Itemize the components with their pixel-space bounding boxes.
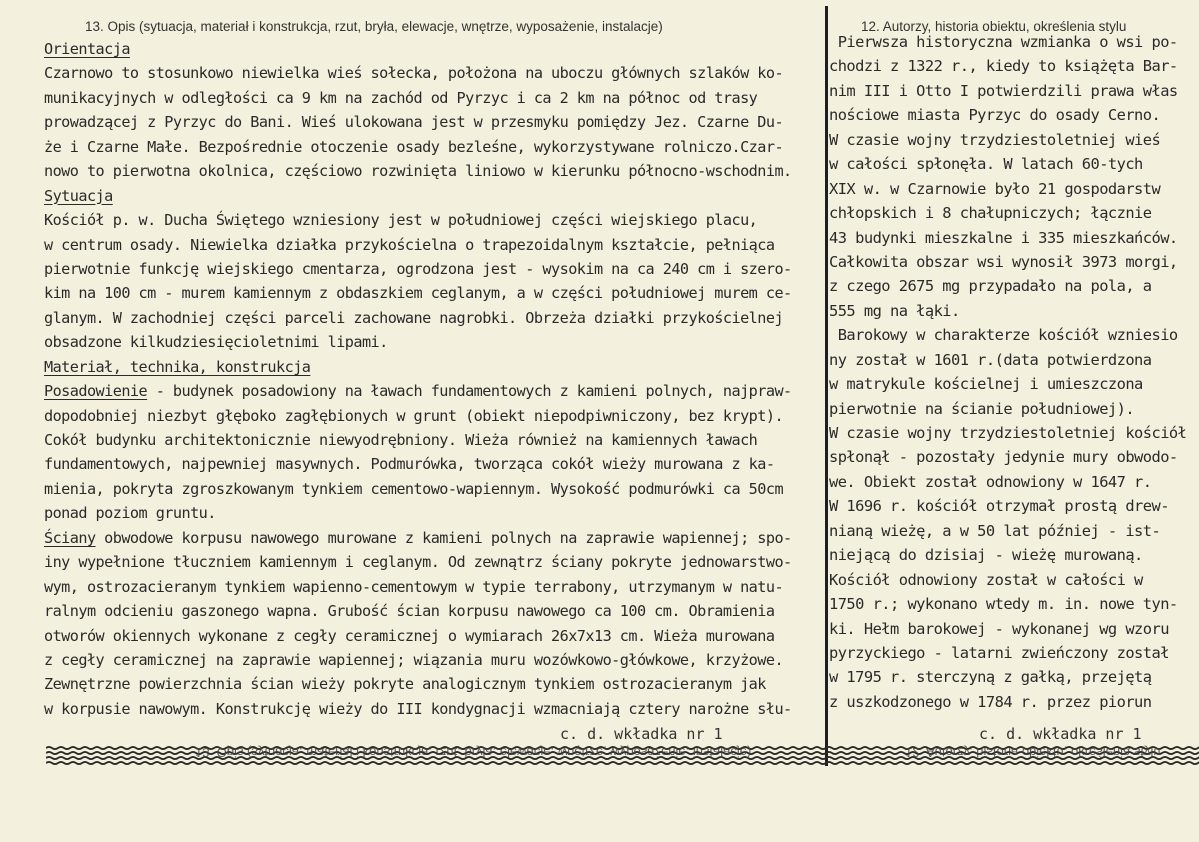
history-column <box>829 0 1199 745</box>
column-divider <box>825 6 828 766</box>
description-line: Materiał, technika, konstrukcja <box>44 357 311 376</box>
history-line: W 1696 r. kościół otrzymał prostą drew- <box>829 497 1169 516</box>
description-line: w korpusie nawowym. Konstrukcję wieży do III kondygnacji wzmacniają cztery narożne słu- <box>44 699 792 718</box>
history-line: ny został w 1601 r.(data potwierdzona <box>829 350 1152 369</box>
description-line: ponad poziom gruntu. <box>44 504 216 523</box>
history-header: 12. Autorzy, historia obiektu, określenia stylu <box>861 19 1127 34</box>
description-line: Kościół p. w. Ducha Świętego wzniesiony jest w południowej części wiejskiego placu, <box>44 211 758 230</box>
history-line: W czasie wojny trzydziestoletniej wieś <box>829 130 1161 149</box>
description-line: Czarnowo to stosunkowo niewielka wieś sołecka, położona na uboczu głównych szlaków ko- <box>44 64 784 83</box>
history-line: z uszkodzonego w 1784 r. przez piorun <box>829 692 1152 711</box>
description-line <box>44 526 792 550</box>
history-line: 555 mg na łąki. <box>829 301 960 320</box>
history-line: Pierwsza historyczna wzmianka o wsi po- <box>829 33 1178 51</box>
history-line: ki. Hełm barokowej - wykonanej wg wzoru <box>829 619 1169 638</box>
history-line: we. Obiekt został odnowiony w 1647 r. <box>829 472 1152 491</box>
history-line: W czasie wojny trzydziestoletniej kościół <box>829 424 1187 442</box>
description-line <box>44 379 792 403</box>
section-keyword: Ściany <box>44 528 96 547</box>
description-line: pierwotnie funkcję wiejskiego cmentarza, ogrodzona jest - wysokim na ca 240 cm i szero- <box>44 259 792 278</box>
continuation-note-left: c. d. wkładka nr 1 <box>560 725 723 743</box>
history-line: z czego 2675 mg przypadało na pola, a <box>829 277 1152 296</box>
description-line: nowo to pierwotna okolnica, częściowo rozwinięta liniowo w kierunku północno-wschodnim. <box>44 162 792 181</box>
history-line: w matrykule kościelnej i umieszczona <box>829 375 1143 394</box>
history-line: w całości spłonęła. W latach 60-tych <box>829 155 1143 174</box>
description-line: z cegły ceramicznej na zaprawie wapiennej; wiązania muru wozówkowo-główkowe, krzyżowe. <box>44 650 784 669</box>
history-text <box>829 30 1186 714</box>
history-line: nianą wieżę, a w 50 lat później - ist- <box>829 521 1161 540</box>
history-line: Całkowita obszar wsi wynosił 3973 morgi, <box>829 252 1178 271</box>
description-header: 13. Opis (sytuacja, materiał i konstrukcja, rzut, bryła, elewacje, wnętrze, wyposażenie, instalacje) <box>85 19 663 34</box>
description-line: kim na 100 cm - murem kamiennym z obdaszkiem ceglanym, a w części południowej murem ce- <box>44 284 792 303</box>
description-line: fundamentowych, najpewniej masywnych. Podmurówka, tworząca cokół wieży murowana z ka- <box>44 455 775 474</box>
history-line: nim III i Otto I potwierdzili prawa włas <box>829 81 1178 100</box>
description-line: Sytuacja <box>44 186 113 205</box>
history-line: pyrzyckiego - latarni zwieńczony został <box>829 643 1169 662</box>
history-line: nościowe miasta Pyrzyc do osady Cerno. <box>829 106 1161 125</box>
continuation-note-right: c. d. wkładka nr 1 <box>979 725 1142 743</box>
history-line: Barokowy w charakterze kościół wzniesio <box>829 326 1178 345</box>
line-rest: - budynek posadowiony na ławach fundamentowych z kamieni polnych, najpraw- <box>147 382 792 401</box>
description-line: glanym. W zachodniej części parceli zachowane nagrobki. Obrzeża działki przykościelnej <box>44 308 784 327</box>
line-rest: obwodowe korpusu nawowego murowane z kamieni polnych na zaprawie wapiennej; spo- <box>95 528 792 547</box>
description-line: otworów okiennych wykonane z cegły ceramicznej o wymiarach 26x7x13 cm. Wieża murowana <box>44 626 775 645</box>
description-line: prowadzącej z Pyrzyc do Bani. Wieś ulokowana jest w przesmyku pomiędzy Jez. Czarne Du- <box>44 113 784 132</box>
description-text <box>44 37 792 721</box>
mirrored-history-header: 12. Autorzy, historia obiektu, określenia stylu <box>905 745 1161 760</box>
section-keyword: Posadowienie <box>44 382 148 401</box>
description-line: mienia, pokryta zgroszkowanym tynkiem cementowo-wapiennym. Wysokość podmurówki ca 50cm <box>44 479 784 498</box>
history-line: chodzi z 1322 r., kiedy to książęta Bar- <box>829 57 1178 76</box>
description-line: ralnym odcieniu gaszonego wapna. Grubość ścian korpusu nawowego ca 100 cm. Obramienia <box>44 602 775 621</box>
description-line: obsadzone kilkudziesięcioletnimi lipami. <box>44 333 388 352</box>
description-line: w centrum osady. Niewielka działka przykościelna o trapezoidalnym kształcie, pełniąca <box>44 235 775 254</box>
history-line: XIX w. w Czarnowie było 21 gospodarstw <box>829 179 1161 198</box>
history-line: Kościół odnowiony został w całości w <box>829 570 1143 589</box>
description-line: że i Czarne Małe. Bezpośrednie otoczenie osady bezleśne, wykorzystywane rolniczo.Czar- <box>44 137 784 156</box>
description-line: wym, ostrozacieranym tynkiem wapienno-cementowym w typie terrabony, utrzymanym w natu- <box>44 577 784 596</box>
description-line: Zewnętrzne powierzchnia ścian wieży pokryte analogicznym tynkiem ostrozacieranym jak <box>44 675 766 694</box>
description-line: iny wypełnione tłuczniem kamiennym i ceglanym. Od zewnątrz ściany pokryte jednowarstwo- <box>44 553 792 572</box>
history-line: spłonął - pozostały jedynie mury obwodo- <box>829 448 1178 467</box>
description-line: Orientacja <box>44 40 130 58</box>
description-line: munikacyjnych w odległości ca 9 km na zachód od Pyrzyc i ca 2 km na północ od trasy <box>44 88 758 107</box>
history-line: w 1795 r. sterczyną z gałką, przejętą <box>829 668 1152 687</box>
description-line: Cokół budynku architektonicznie niewyodrębniony. Wieża również na kamiennych ławach <box>44 431 758 449</box>
history-line: 1750 r.; wykonano wtedy m. in. nowe tyn- <box>829 595 1178 614</box>
history-line: chłopskich i 8 chałupniczych; łącznie <box>829 204 1152 223</box>
description-line: dopodobniej niezbyt głęboko zagłębionych w grunt (obiekt niepodpiwniczony, bez krypt). <box>44 406 784 425</box>
wave-line <box>46 762 1199 764</box>
history-line: 43 budynki mieszkalne i 335 mieszkańców. <box>829 228 1178 247</box>
history-line: niejącą do dzisiaj - wieżę murowaną. <box>829 546 1143 565</box>
history-line: pierwotnie na ścianie południowej). <box>829 399 1135 418</box>
mirrored-description-header: 13. Opis (sytuacja, materiał i konstrukcja, rzut, bryła, elewacje, wnętrze, wyposażenie, instalacje) <box>195 745 752 760</box>
